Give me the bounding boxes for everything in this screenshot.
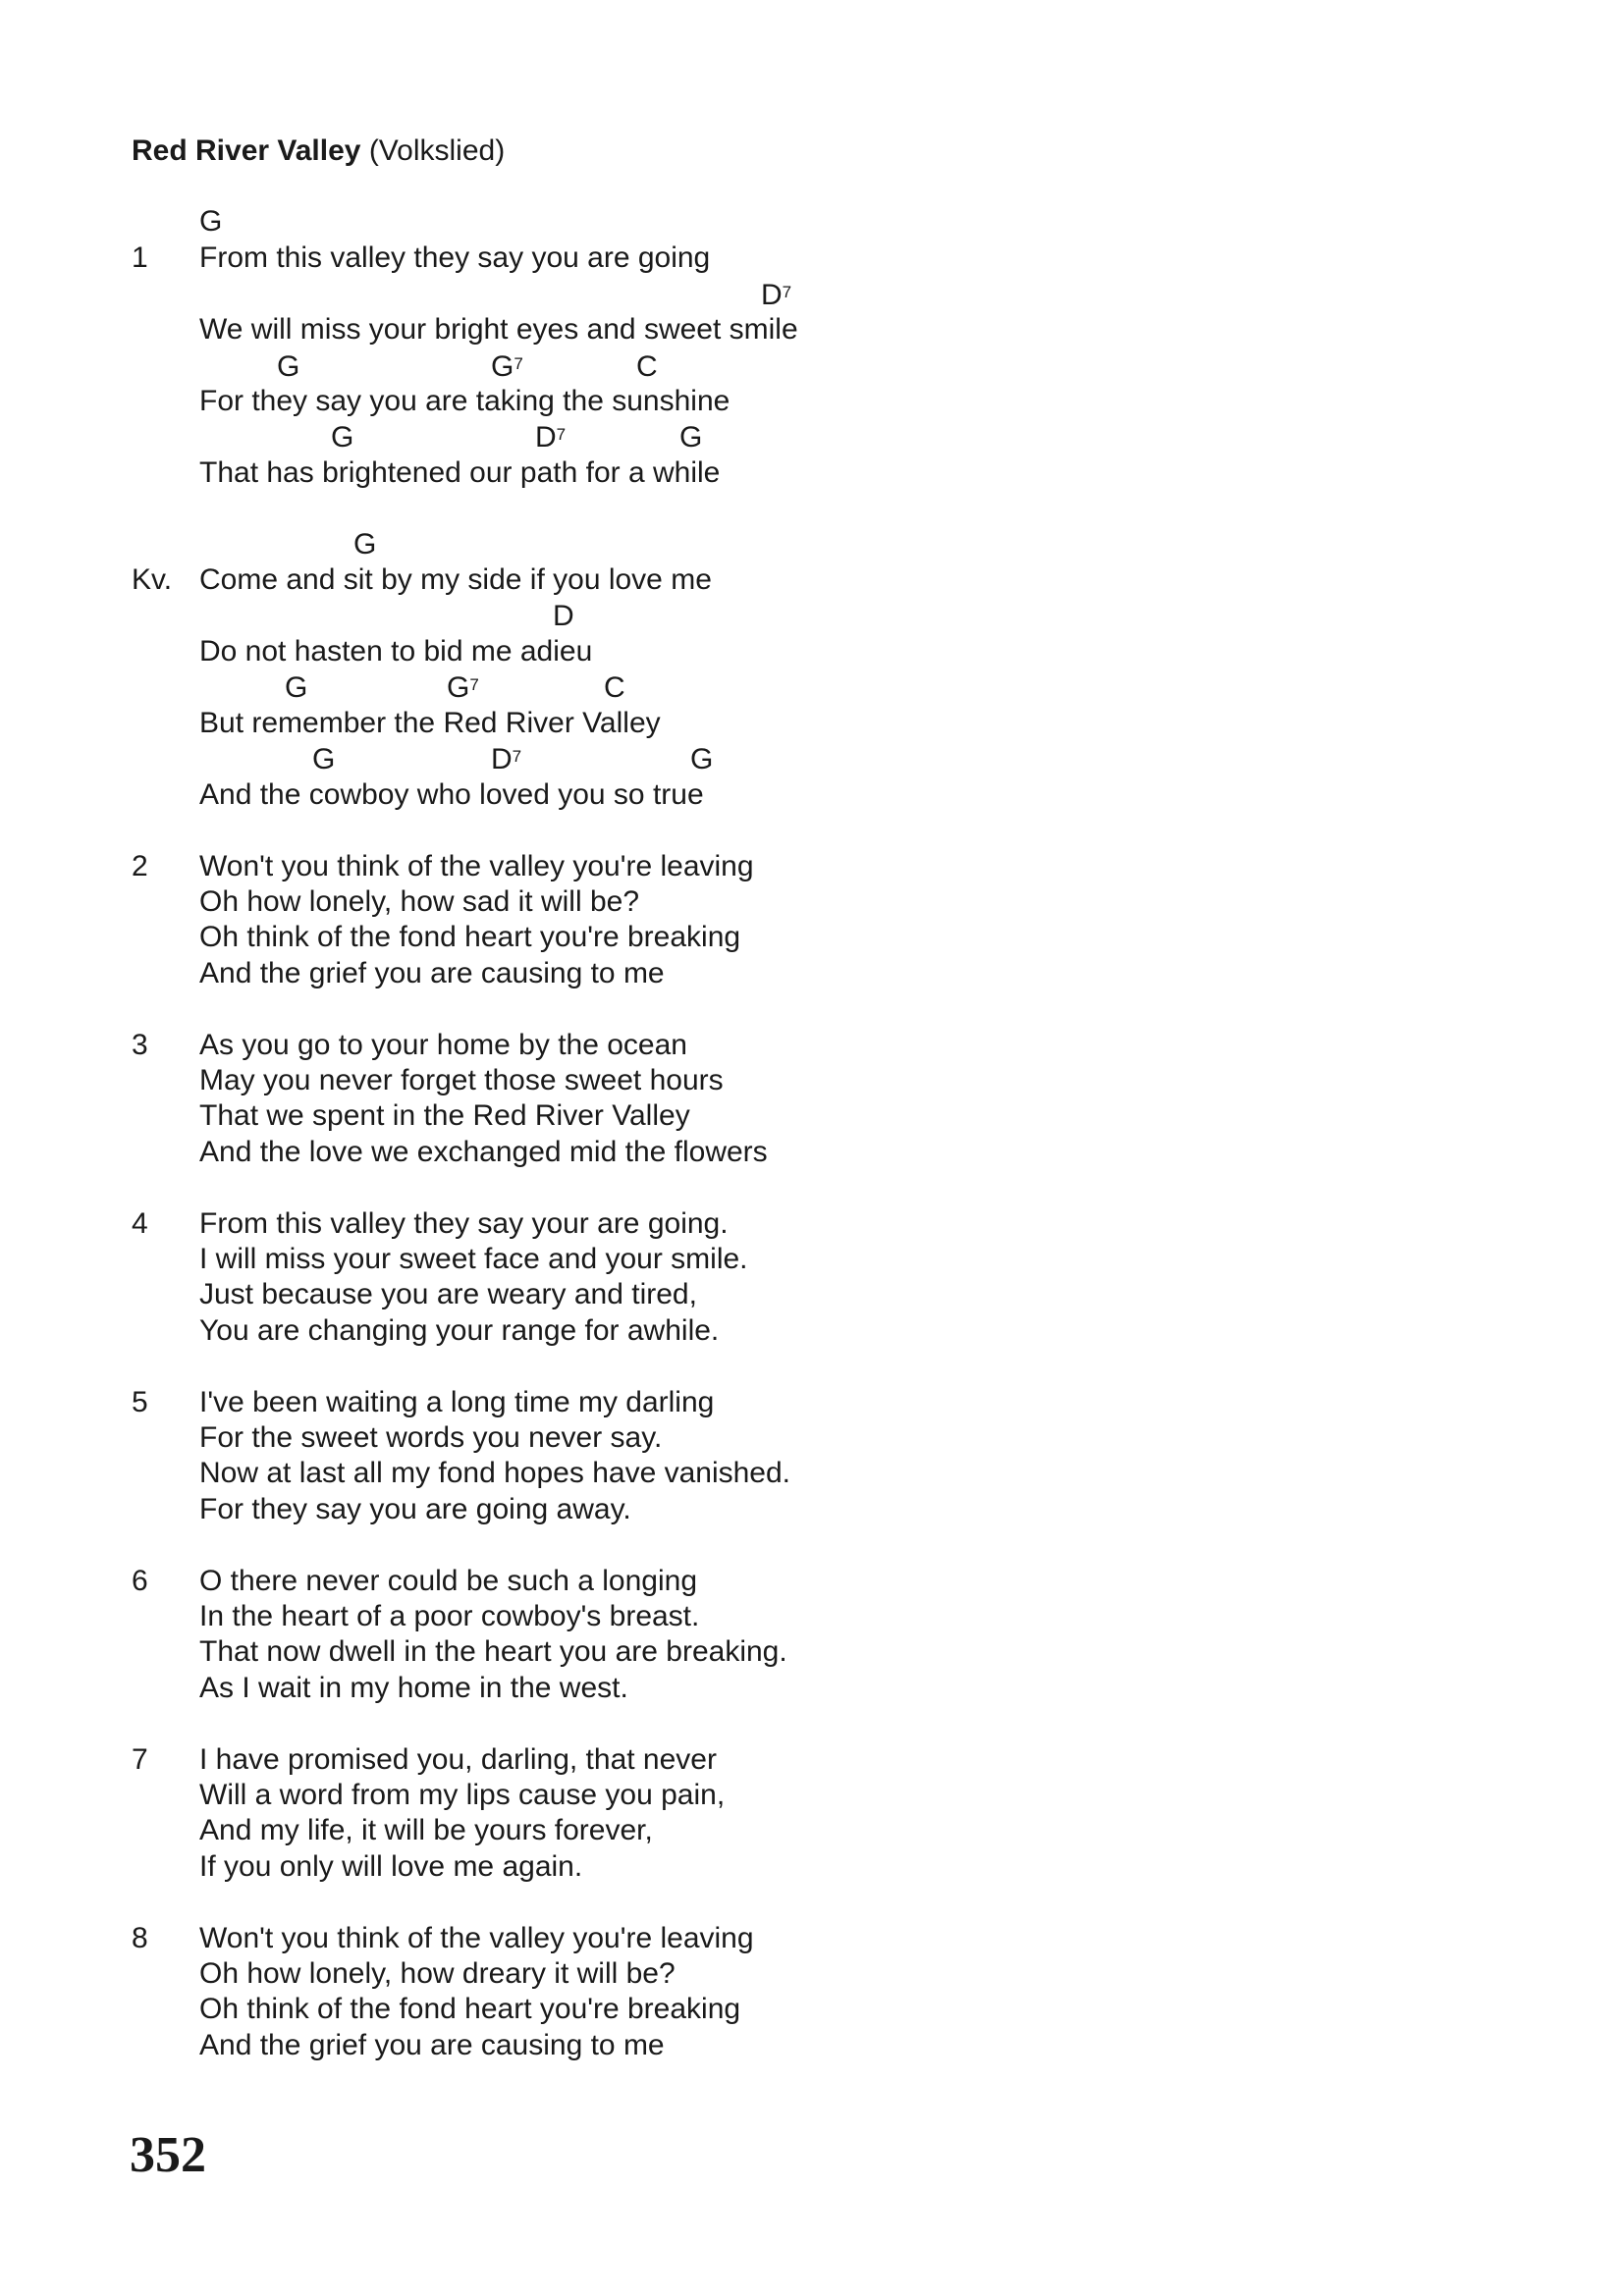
lyric-line: Do not hasten to bid me adieu [199,635,593,667]
lyric-line: I've been waiting a long time my darling [199,1386,715,1418]
chord: G [285,671,308,704]
lyric-line: As you go to your home by the ocean [199,1029,687,1061]
lyric-line: And the cowboy who loved you so true [199,778,704,811]
verse-number: 7 [132,1743,148,1776]
lyric-line: As I wait in my home in the west. [199,1672,628,1704]
lyric-line: And my life, it will be yours forever, [199,1814,653,1846]
chord: G [199,205,223,238]
song-title-name: Red River Valley [132,134,361,167]
lyric-line: Won't you think of the valley you're leaving [199,1922,754,1954]
verse-number: 6 [132,1565,148,1597]
chord: $D^7$ [761,279,792,311]
chord: $G^7$ [447,671,479,704]
chord: G [312,743,336,775]
verse-number: 8 [132,1922,148,1954]
chord: G [277,350,300,383]
chord: $D^7$ [535,421,567,454]
lyric-line: Won't you think of the valley you're leaving [199,850,754,882]
lyric-line: For they say you are taking the sunshine [199,385,730,417]
chord: G [331,421,354,454]
lyric-line: But remember the Red River Valley [199,707,661,739]
lyric-line: Oh how lonely, how dreary it will be? [199,1957,676,1990]
page-number: 352 [130,2127,206,2183]
chord: $G^7$ [491,350,523,383]
chord: D [553,600,574,632]
chord: G [679,421,703,454]
lyric-line: For they say you are going away. [199,1493,631,1525]
chord: G [353,528,377,561]
chord: C [604,671,625,704]
lyric-line: And the grief you are causing to me [199,957,665,989]
lyric-line: That has brightened our path for a while [199,456,721,489]
lyric-line: We will miss your bright eyes and sweet smile [199,313,798,346]
lyric-line: In the heart of a poor cowboy's breast. [199,1600,700,1632]
verse-number: 3 [132,1029,148,1061]
verse-number: 5 [132,1386,148,1418]
lyric-line: O there never could be such a longing [199,1565,697,1597]
chorus-label: Kv. [132,563,173,596]
chord: G [690,743,714,775]
lyric-line: Just because you are weary and tired, [199,1278,697,1310]
lyric-line: And the love we exchanged mid the flowers [199,1136,768,1168]
lyric-line: For the sweet words you never say. [199,1421,663,1454]
lyric-line: From this valley they say you are going [199,241,711,274]
lyric-line: Oh how lonely, how sad it will be? [199,885,640,918]
chord: $D^7$ [491,743,522,775]
lyric-line: I have promised you, darling, that never [199,1743,717,1776]
verse-number: 1 [132,241,148,274]
lyric-line: That now dwell in the heart you are breaking. [199,1635,787,1668]
lyric-line: You are changing your range for awhile. [199,1314,720,1347]
chord: C [636,350,658,383]
verse-number: 2 [132,850,148,882]
lyric-line: Will a word from my lips cause you pain, [199,1779,726,1811]
verse-number: 4 [132,1207,148,1240]
lyric-line: May you never forget those sweet hours [199,1064,724,1096]
lyric-line: Come and sit by my side if you love me [199,563,712,596]
song-title [132,133,505,169]
lyric-line: Now at last all my fond hopes have vanished. [199,1457,791,1489]
lyric-line: That we spent in the Red River Valley [199,1099,690,1132]
lyric-line: I will miss your sweet face and your smile. [199,1243,748,1275]
song-title-subtitle: (Volkslied) [368,134,506,167]
lyric-line: Oh think of the fond heart you're breaking [199,921,741,953]
lyric-line: And the grief you are causing to me [199,2029,665,2061]
lyric-line: From this valley they say your are going. [199,1207,729,1240]
lyric-line: If you only will love me again. [199,1850,583,1883]
lyric-line: Oh think of the fond heart you're breaking [199,1993,741,2025]
